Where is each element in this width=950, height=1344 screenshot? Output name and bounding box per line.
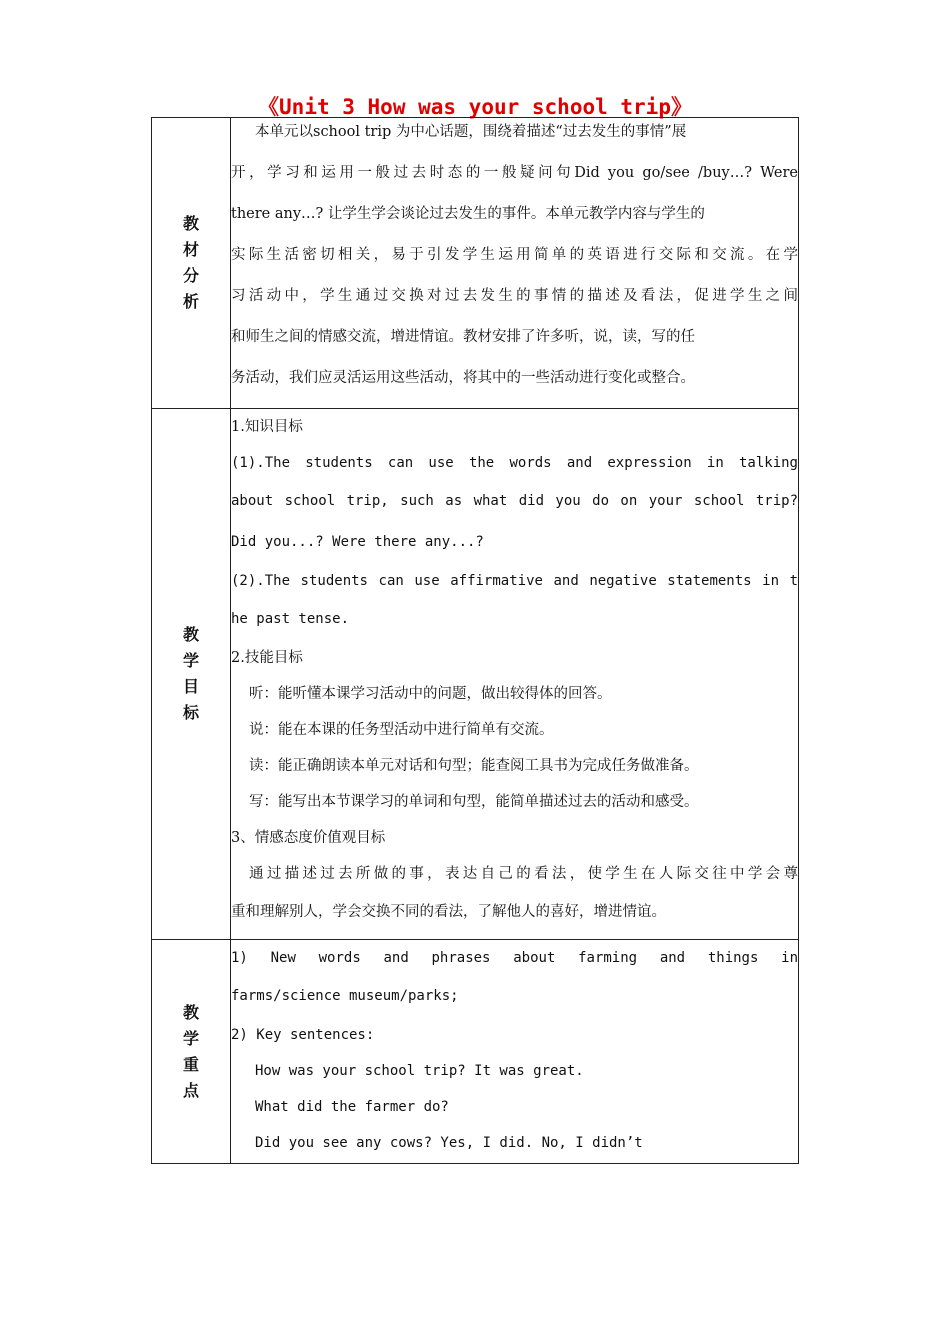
page-title: 《Unit 3 How was your school trip》: [258, 95, 692, 119]
goals-line: (2).The students can use affirmative and negative statements in t: [231, 573, 798, 589]
analysis-line: 和师生之间的情感交流，增进情谊。教材安排了许多听，说，读，写的任: [231, 329, 695, 345]
analysis-label-cell: [152, 118, 231, 409]
goals-label-cell: [152, 409, 231, 940]
goals-row: [152, 409, 799, 940]
analysis-line: there any…? 让学生学会谈论过去发生的事件。本单元教学内容与学生的: [231, 206, 705, 222]
goals-content: [231, 409, 799, 940]
goals-line: (1).The students can use the words and expression in talking: [231, 455, 798, 471]
analysis-row: [152, 118, 799, 409]
goals-line: Did you...? Were there any...?: [231, 534, 484, 550]
key-points-label-cell: [152, 940, 231, 1164]
key-points-label: 教 学 重 点: [182, 1002, 199, 1100]
key-point-line: farms/science museum/parks;: [231, 988, 459, 1004]
analysis-line: 习活动中，学生通过交换对过去发生的事情的描述及看法，促进学生之间: [231, 288, 798, 304]
analysis-line: 务活动，我们应灵活运用这些活动，将其中的一些活动进行变化或整合。: [231, 370, 695, 386]
goals-line: 重和理解别人，学会交换不同的看法，了解他人的喜好，增进情谊。: [231, 904, 666, 920]
analysis-line: 开，学习和运用一般过去时态的一般疑问句Did you go/see /buy…? Were: [231, 165, 798, 181]
key-points-row: [152, 940, 799, 1164]
lesson-plan-table: [151, 117, 799, 1164]
key-sentence: Did you see any cows? Yes, I did. No, I didn’t: [255, 1135, 643, 1151]
goals-heading-affect: 3、情感态度价值观目标: [231, 830, 386, 846]
goals-heading-knowledge: 1.知识目标: [231, 419, 303, 435]
analysis-line: 本单元以school trip 为中心话题，围绕着描述“过去发生的事情”展: [255, 124, 687, 140]
skill-item: 听：能听懂本课学习活动中的问题，做出较得体的回答。: [249, 686, 612, 702]
key-point-line: 1) New words and phrases about farming and things in: [231, 950, 798, 966]
analysis-content: [231, 118, 799, 409]
key-sentence: What did the farmer do?: [255, 1099, 449, 1115]
goals-label: 教 学 目 标: [182, 625, 199, 722]
goals-heading-skills: 2.技能目标: [231, 650, 303, 666]
goals-line: about school trip, such as what did you do on your school trip?: [231, 493, 798, 509]
skill-item: 写：能写出本节课学习的单词和句型，能简单描述过去的活动和感受。: [249, 794, 699, 810]
goals-line: 通过描述过去所做的事，表达自己的看法，使学生在人际交往中学会尊: [249, 866, 798, 882]
skill-item: 读：能正确朗读本单元对话和句型；能查阅工具书为完成任务做准备。: [249, 758, 699, 774]
skill-item: 说：能在本课的任务型活动中进行简单有交流。: [249, 722, 554, 738]
key-sentence: How was your school trip? It was great.: [255, 1063, 584, 1079]
key-points-content: [231, 940, 799, 1164]
key-point-line: 2) Key sentences:: [231, 1027, 375, 1043]
analysis-line: 实际生活密切相关，易于引发学生运用简单的英语进行交际和交流。在学: [231, 247, 798, 263]
analysis-label: 教 材 分 析: [182, 214, 199, 311]
goals-line: he past tense.: [231, 611, 350, 627]
